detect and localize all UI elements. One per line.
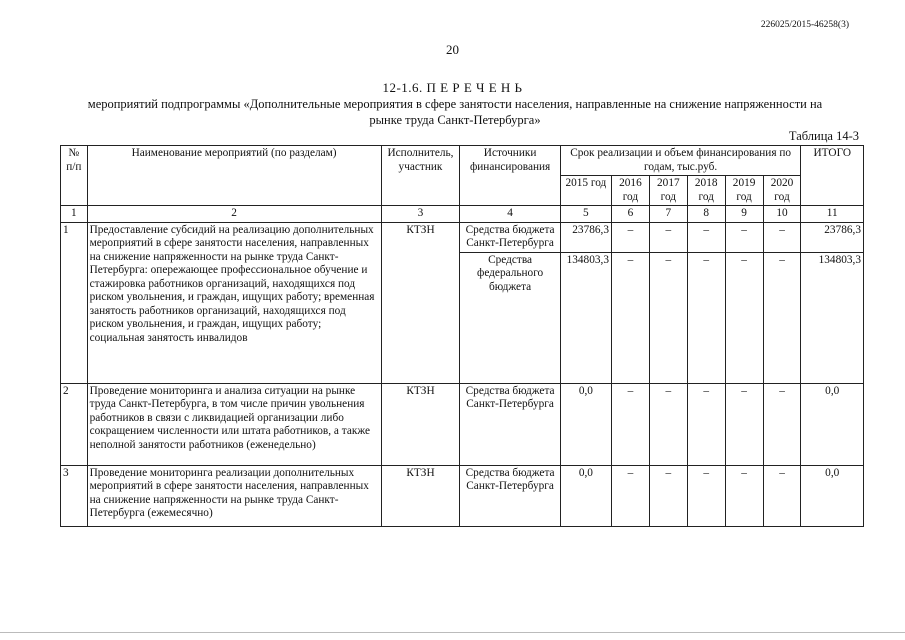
value-2020: –	[763, 465, 801, 526]
row-number: 2	[61, 383, 88, 465]
row-executor: КТЗН	[381, 383, 460, 465]
row-executor: КТЗН	[381, 222, 460, 383]
value-2020: –	[763, 383, 801, 465]
value-2019: –	[725, 383, 763, 465]
value-2015: 0,0	[560, 383, 611, 465]
column-number: 7	[649, 206, 687, 223]
measures-table	[60, 145, 864, 527]
column-number: 3	[381, 206, 460, 223]
value-2015: 134803,3	[560, 252, 611, 383]
value-total: 0,0	[801, 383, 864, 465]
value-2018: –	[687, 465, 725, 526]
row-source: Средства федерального бюджета	[460, 252, 560, 383]
header-year-2017: 2017 год	[649, 176, 687, 206]
column-number: 6	[611, 206, 649, 223]
value-2019: –	[725, 222, 763, 252]
header-year-2018: 2018 год	[687, 176, 725, 206]
row-source: Средства бюджета Санкт-Петербурга	[460, 222, 560, 252]
header-total: ИТОГО	[801, 146, 864, 206]
value-2017: –	[649, 252, 687, 383]
value-2016: –	[611, 383, 649, 465]
row-name: Проведение мониторинга и анализа ситуации на рынке труда Санкт-Петербурга, в том числе причин увольнения работников в связи с ликвидацией организации либо сокращением численности или штата работников, а также неполной занятости работников (еженедельно)	[87, 383, 381, 465]
value-2020: –	[763, 222, 801, 252]
header-year-2020: 2020 год	[763, 176, 801, 206]
header-source: Источники финансирования	[460, 146, 560, 206]
column-number: 4	[460, 206, 560, 223]
table-label: Таблица 14-3	[788, 129, 859, 143]
document-id: 226025/2015-46258(3)	[760, 20, 849, 30]
value-2017: –	[649, 222, 687, 252]
value-2019: –	[725, 252, 763, 383]
table-row	[61, 465, 864, 526]
column-number: 8	[687, 206, 725, 223]
value-2016: –	[611, 465, 649, 526]
value-total: 23786,3	[801, 222, 864, 252]
header-executor: Исполнитель, участник	[381, 146, 460, 206]
document-title: 12-1.6. П Е Р Е Ч Е Н Ь	[382, 80, 523, 95]
value-2016: –	[611, 252, 649, 383]
value-total: 0,0	[801, 465, 864, 526]
value-2019: –	[725, 465, 763, 526]
value-2015: 0,0	[560, 465, 611, 526]
row-number: 3	[61, 465, 88, 526]
page-number: 20	[446, 42, 459, 57]
header-period: Срок реализации и объем финансирования по годам, тыс.руб.	[560, 146, 801, 176]
row-source: Средства бюджета Санкт-Петербурга	[460, 465, 560, 526]
column-number: 9	[725, 206, 763, 223]
value-2015: 23786,3	[560, 222, 611, 252]
row-number: 1	[61, 222, 88, 383]
document-subtitle: мероприятий подпрограммы «Дополнительные мероприятия в сфере занятости населения, направленные на снижение напряженности на рынке труда Санкт-Петербурга»	[87, 97, 823, 127]
page-edge	[0, 632, 905, 633]
value-2018: –	[687, 222, 725, 252]
value-2018: –	[687, 252, 725, 383]
value-total: 134803,3	[801, 252, 864, 383]
column-number-row	[61, 206, 864, 223]
value-2017: –	[649, 465, 687, 526]
header-num: № п/п	[61, 146, 88, 206]
value-2016: –	[611, 222, 649, 252]
column-number: 1	[61, 206, 88, 223]
row-source: Средства бюджета Санкт-Петербурга	[460, 383, 560, 465]
header-year-2016: 2016 год	[611, 176, 649, 206]
row-executor: КТЗН	[381, 465, 460, 526]
header-row-1	[61, 146, 864, 176]
column-number: 2	[87, 206, 381, 223]
header-name: Наименование мероприятий (по разделам)	[87, 146, 381, 206]
value-2020: –	[763, 252, 801, 383]
value-2018: –	[687, 383, 725, 465]
column-number: 11	[801, 206, 864, 223]
header-year-2019: 2019 год	[725, 176, 763, 206]
column-number: 10	[763, 206, 801, 223]
table-row	[61, 222, 864, 252]
table-row	[61, 383, 864, 465]
header-year-2015: 2015 год	[560, 176, 611, 206]
row-name: Предоставление субсидий на реализацию дополнительных мероприятий в сфере занятости населения, направленных на снижение напряженности на рынке труда Санкт-Петербурга: опережающее профессиональное обучение и стажировка работников организаций, находящихся под риском увольнения, и граждан, ищущих работу; временная занятость работников организаций, находящихся под риском увольнения, и граждан, ищущих работу; социальная занятость инвалидов	[87, 222, 381, 383]
row-name: Проведение мониторинга реализации дополнительных мероприятий в сфере занятости населения, направленных на снижение напряженности на рынке труда Санкт-Петербурга (ежемесячно)	[87, 465, 381, 526]
value-2017: –	[649, 383, 687, 465]
column-number: 5	[560, 206, 611, 223]
